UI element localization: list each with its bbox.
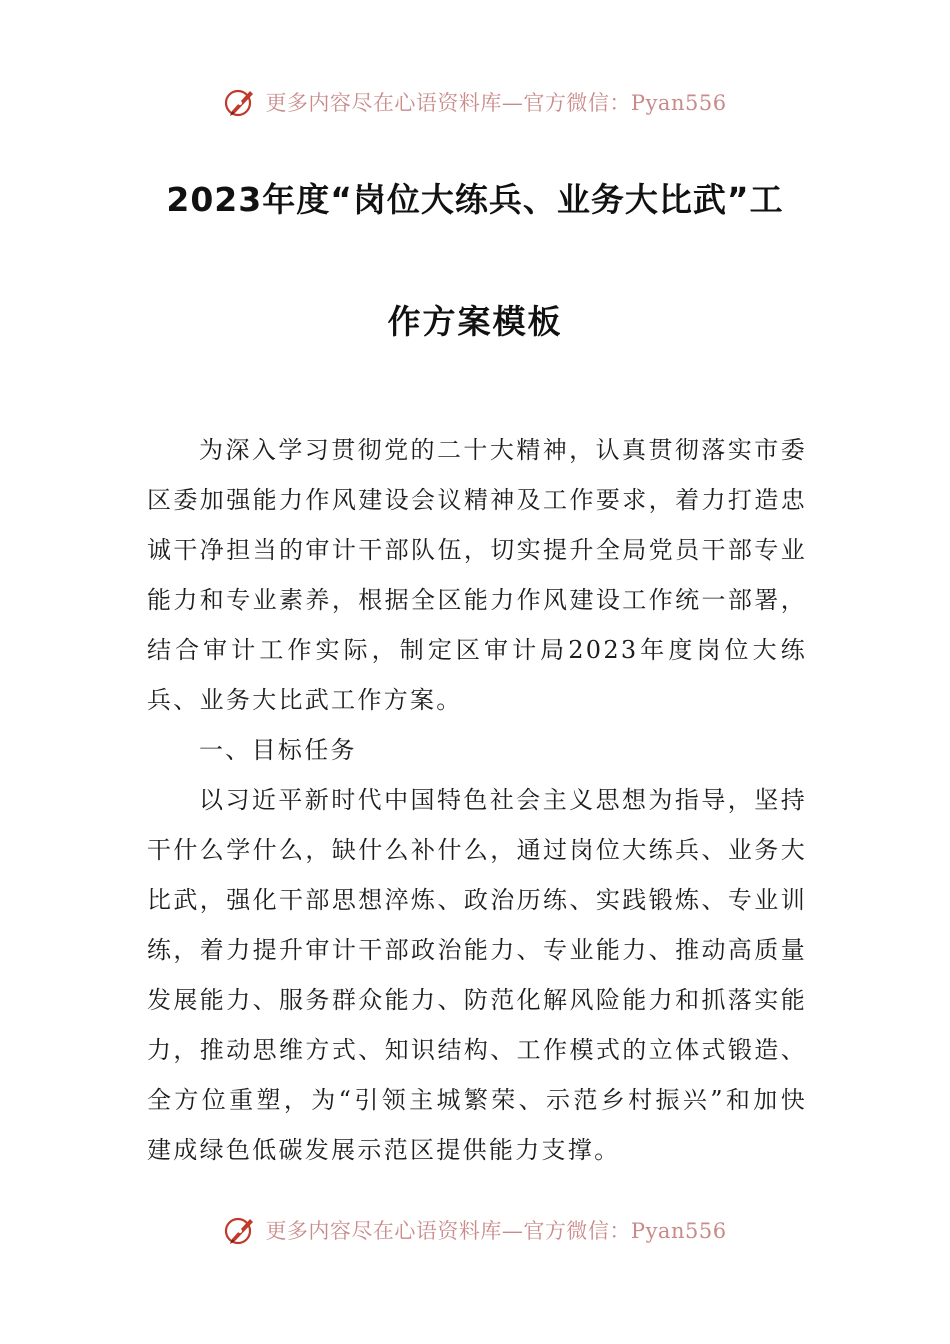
document-body [147,425,807,1175]
document-title-line-2: 作方案模板 [387,302,563,341]
watermark-text: 更多内容尽在心语资料库—官方微信：Pyan556 [265,91,727,115]
watermark-header [0,82,950,122]
target-paragraph: 以习近平新时代中国特色社会主义思想为指导，坚持干什么学什么，缺什么补什么，通过岗位大练兵、业务大比武，强化干部思想淬炼、政治历练、实践锻炼、专业训练，着力提升审计干部政治能力、专业能力、推动高质量发展能力、服务群众能力、防范化解风险能力和抓落实能力，推动思维方式、知识结构、工作模式的立体式锻造、全方位重塑，为“引领主城繁荣、示范乡村振兴”和加快建成绿色低碳发展示范区提供能力支撑。 [147,786,807,1164]
document-title-line-1: 2023年度“岗位大练兵、业务大比武”工 [166,180,784,219]
pen-in-circle-icon [223,85,257,119]
intro-paragraph: 为深入学习贯彻党的二十大精神，认真贯彻落实市委区委加强能力作风建设会议精神及工作要求，着力打造忠诚干净担当的审计干部队伍，切实提升全局党员干部专业能力和专业素养，根据全区能力作风建设工作统一部署，结合审计工作实际，制定区审计局2023年度岗位大练兵、业务大比武工作方案。 [147,436,807,714]
pen-in-circle-icon [223,1213,257,1247]
section-heading: 一、目标任务 [199,736,357,764]
watermark-text: 更多内容尽在心语资料库—官方微信：Pyan556 [265,1219,727,1243]
watermark-footer [0,1210,950,1250]
